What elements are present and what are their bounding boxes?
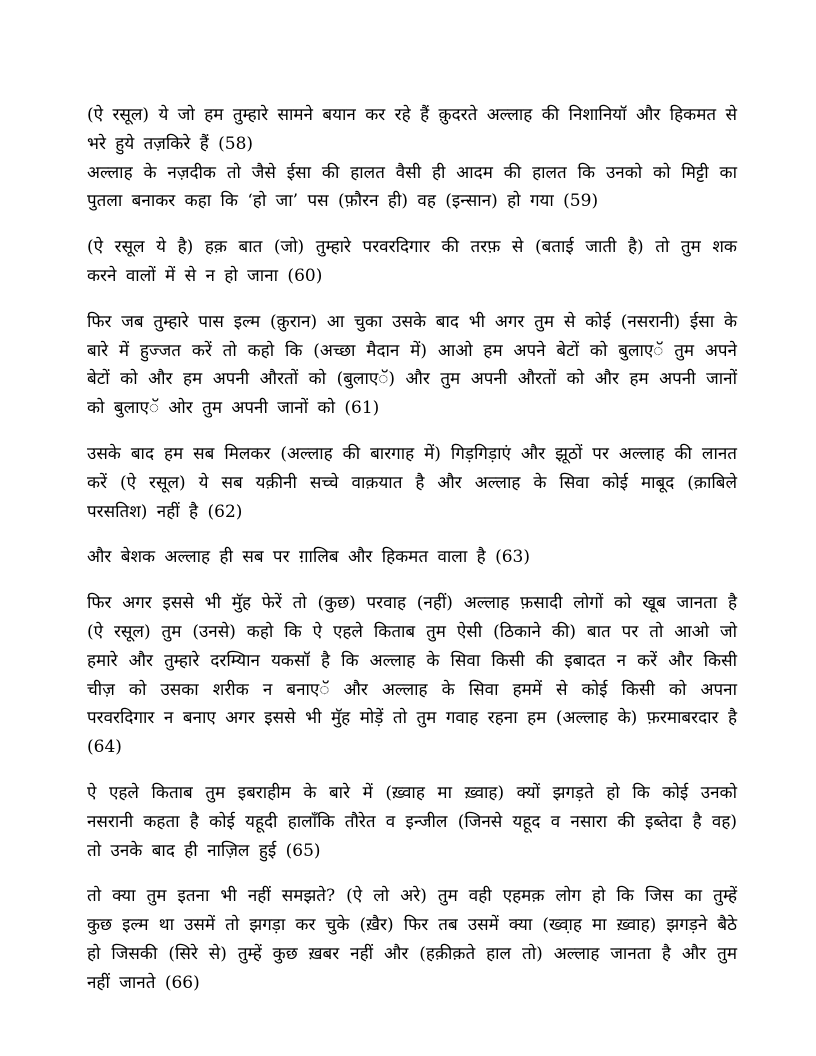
verse-block-58-59 — [87, 101, 737, 216]
verse-62: उसके बाद हम सब मिलकर (अल्लाह की बारगाह में) गिड़गिड़ाएं और झूठों पर अल्लाह की लानत करें (ऐ रसूल) ये सब यक़ीनी सच्चे वाक़यात है और अल्लाह के सिवा कोई माबूद (क़ाबिले परसतिश) नहीं है (62) — [87, 443, 737, 522]
verse-66: तो क्या तुम इतना भी नहीं समझते? (ऐ लो अरे) तुम वही एहमक़ लोग हो कि जिस का तुम्हें कुछ इल्म था उसमें तो झगड़ा कर चुके (ख़ैर) फिर तब उसमें क्या (ख्वा़ह मा ख़्वाह) झगड़ने बैठे हो जिसकी (सिरे से) तुम्हें कुछ ख़बर नहीं और (हक़ीक़ते हाल तो) अल्लाह जानता है और तुम नहीं जानते (66) — [87, 886, 737, 993]
verse-58: (ऐ रसूल) ये जो हम तुम्हारे सामने बयान कर रहे हैं क़ुदरते अल्लाह की निशानियॉ और हिकमत से भरे हुये तज़किरे हैं (58) — [87, 105, 737, 154]
verse-65: ऐ एहले किताब तुम इबराहीम के बारे में (ख़्वाह मा ख़्वाह) क्यों झगड़ते हो कि कोई उनको नसरानी कहता है कोई यहूदी हालाँकि तौरेत व इन्जील (जिनसे यहूद व नसारा की इब्तेदा है वह) तो उनके बाद ही नाज़िल हुई (65) — [87, 782, 737, 861]
verse-61: फिर जब तुम्हारे पास इल्म (क़ुरान) आ चुका उसके बाद भी अगर तुम से कोई (नसरानी) ईसा के बारे में हुज्जत करें तो कहो कि (अच्छा मैदान में) आओ हम अपने बेटों को बुलाएॅ तुम अपने बेटों को और हम अपनी औरतों को (बुलाएॅ) और तुम अपनी औरतों को और हम अपनी जानों को बुलाएॅ ओर तुम अपनी जानों को (61) — [87, 311, 737, 419]
verse-60: (ऐ रसूल ये है) हक़ बात (जो) तुम्हारे परवरदिगार की तरफ़ से (बताई जाती है) तो तुम शक करने वालों में से न हो जाना (60) — [87, 237, 737, 286]
verse-63: और बेशक अल्लाह ही सब पर ग़ालिब और हिकमत वाला है (63) — [87, 547, 530, 568]
verse-64: फिर अगर इससे भी मुॅह फेरें तो (कुछ) परवाह (नहीं) अल्लाह फ़सादी लोगों को खूब जानता है (ऐ रसूल) तुम (उनसे) कहो कि ऐ एहले किताब तुम ऐसी (ठिकाने की) बात पर तो आओ जो हमारे और तुम्हारे दरम्यिान यकसॉ है कि अल्लाह के सिवा किसी की इबादत न करें और किसी चीज़ को उसका शरीक न बनाएॅ और अल्लाह के सिवा हममें से कोई किसी को अपना परवरदिगार न बनाए अगर इससे भी मुॅह मोड़ें तो तुम गवाह रहना हम (अल्लाह के) फ़रमाबरदार है (64) — [87, 593, 737, 758]
verse-59: अल्लाह के नज़दीक तो जैसे ईसा की हालत वैसी ही आदम की हालत कि उनको को मिट्टी का पुतला बनाकर कहा कि ‘हो जा’ पस (फ़ौरन ही) वह (इन्सान) हो गया (59) — [87, 162, 737, 212]
